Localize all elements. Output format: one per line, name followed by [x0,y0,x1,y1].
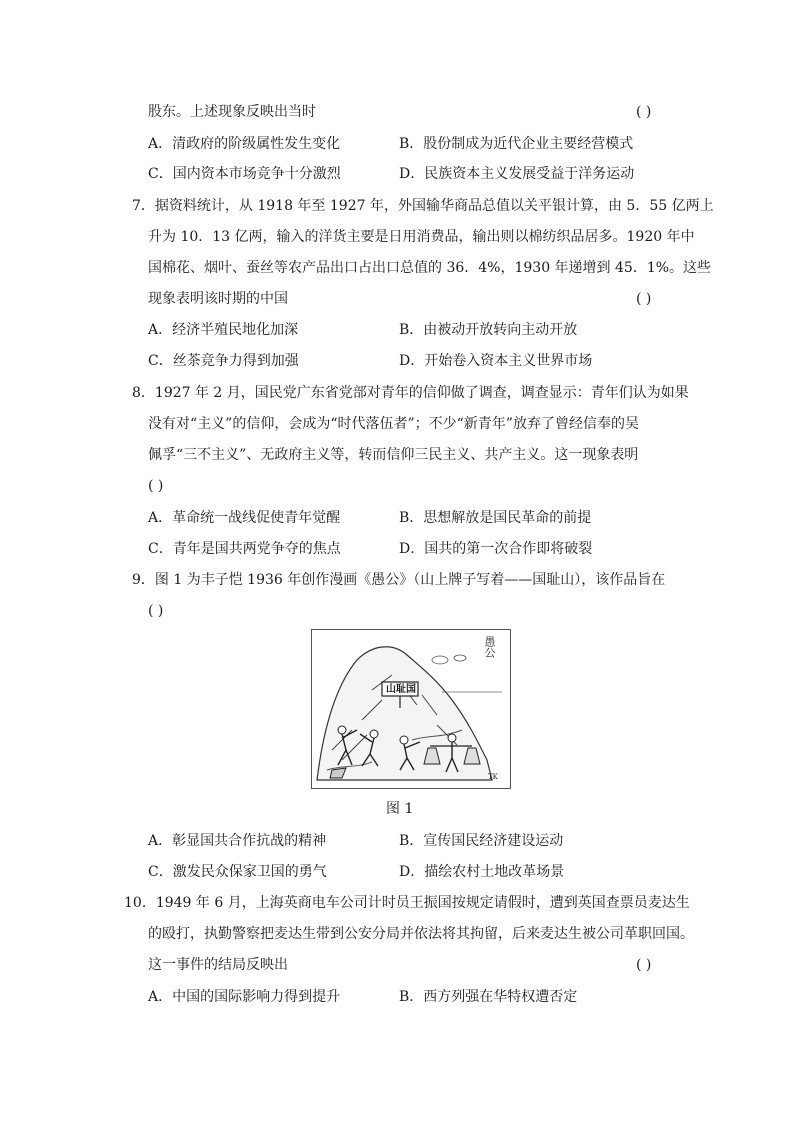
q6-option-c: C．国内资本市场竞争十分激烈 [148,166,341,182]
q9-option-c: C．激发民众保家卫国的勇气 [148,864,327,880]
q8-answer-paren: ( ) [148,478,164,494]
q9-stem-line-1: 9．图 1 为丰子恺 1936 年创作漫画《愚公》（山上牌子写着——国耻山），该作品旨在 [132,572,666,588]
q6-option-d: D．民族资本主义发展受益于洋务运动 [399,166,635,182]
cartoon-illustration [312,630,510,788]
q8-option-c: C．青年是国共两党争夺的焦点 [148,541,341,557]
q10-option-b: B．西方列强在华特权遭否定 [399,989,578,1005]
artist-signature-mark: TK [488,773,498,781]
q7-stem-line-3: 国棉花、烟叶、蚕丝等农产品出口占出口总值的 36．4%，1930 年递增到 45．1%。这些 [148,260,712,276]
q10-option-a: A．中国的国际影响力得到提升 [148,989,341,1005]
q9-answer-paren: ( ) [148,603,164,619]
q8-option-d: D．国共的第一次合作即将破裂 [399,541,593,557]
q8-stem-line-3: 佩孚“三不主义”、无政府主义等，转而信仰三民主义、共产主义。这一现象表明 [148,447,639,463]
q6-option-b: B．股份制成为近代企业主要经营模式 [399,136,634,152]
q7-stem-line-1: 7．据资料统计，从 1918 年至 1927 年，外国输华商品总值以关平银计算，由 5．55 亿两上 [132,198,714,214]
q10-stem-line-1: 10．1949 年 6 月，上海英商电车公司计时员王振国按规定请假时，遭到英国查票员麦达生 [124,895,690,911]
q10-answer-paren: ( ) [636,957,652,973]
q9-option-b: B．宣传国民经济建设运动 [399,833,564,849]
q7-option-c: C．丝茶竞争力得到加强 [148,353,299,369]
q6-option-a: A．清政府的阶级属性发生变化 [148,136,341,152]
q8-option-b: B．思想解放是国民革命的前提 [399,510,592,526]
q8-stem-line-2: 没有对“主义”的信仰，会成为“时代落伍者”；不少“新青年”放弃了曾经信奉的吴 [148,416,639,432]
q6-answer-paren: ( ) [636,104,652,120]
q7-stem-line-4: 现象表明该时期的中国 [148,291,288,307]
q8-stem-line-1: 8．1927 年 2 月，国民党广东省党部对青年的信仰做了调查，调查显示：青年们认为如果 [132,385,689,401]
cartoon-vertical-title: 愚公 [483,636,496,658]
q7-stem-line-2: 升为 10．13 亿两，输入的洋货主要是日用消费品，输出则以棉纺织品居多。1920 年中 [148,229,695,245]
q7-option-b: B．由被动开放转向主动开放 [399,322,578,338]
q9-option-a: A．彰显国共合作抗战的精神 [148,833,327,849]
q7-option-d: D．开始卷入资本主义世界市场 [399,353,593,369]
q10-stem-line-2: 的殴打，执勤警察把麦达生带到公安分局并依法将其拘留，后来麦达生被公司革职回国。 [148,926,694,942]
q9-option-d: D．描绘农村土地改革场景 [399,864,565,880]
q7-option-a: A．经济半殖民地化加深 [148,322,299,338]
q10-stem-line-3: 这一事件的结局反映出 [148,957,288,973]
figure-caption: 图 1 [386,801,414,817]
q6-stem-tail: 股东。上述现象反映出当时 [148,104,316,120]
q8-option-a: A．革命统一战线促使青年觉醒 [148,510,341,526]
cartoon-yugong-figure [311,629,511,789]
mountain-sign-text: 山耻国 [386,684,416,695]
q7-answer-paren: ( ) [636,291,652,307]
